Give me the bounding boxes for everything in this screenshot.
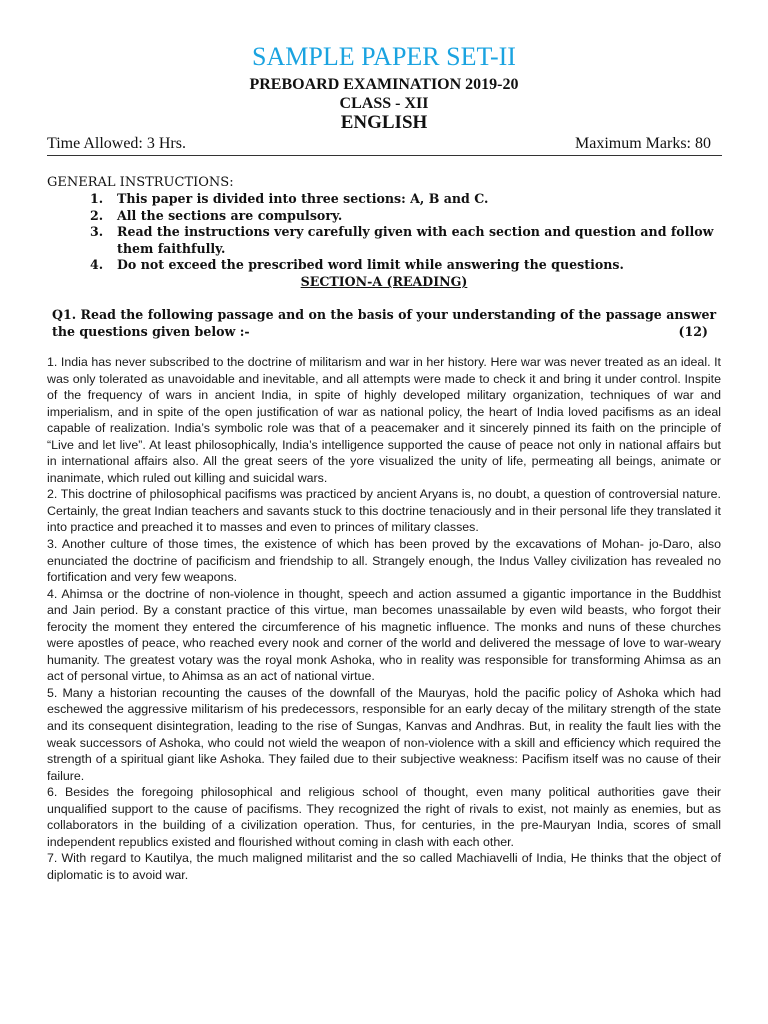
- instructions-heading: GENERAL INSTRUCTIONS:: [47, 175, 234, 190]
- passage-paragraph: 5. Many a historian recounting the causes of the downfall of the Mauryas, hold the pacific policy of Ashoka which had eschewed the aggressive militarism of his predecessors, responsible for an early decay of the military strength of the state and its consequent disintegration, leading to the rise of Sungas, Kanvas and Andhras. But, in reality the fault lies with the weak successors of Ashoka, who could not wield the weapon of non-violence with a skill and efficiency which required the strength of a spiritual giant like Ashoka. They failed due to their subjective weakness: Pacifism itself was no cause of their failure.: [47, 685, 721, 783]
- instruction-number: 4.: [90, 257, 104, 272]
- section-a-title: SECTION-A (READING): [300, 274, 468, 289]
- instruction-text: All the sections are compulsory.: [117, 207, 343, 223]
- instruction-text: Do not exceed the prescribed word limit while answering the questions.: [117, 257, 624, 272]
- instructions-list: [90, 191, 720, 274]
- instruction-text: Read the instructions very carefully given with each section and question and follow them faithfully.: [117, 224, 714, 256]
- paper-title: SAMPLE PAPER SET-II: [252, 42, 516, 71]
- exam-name: PREBOARD EXAMINATION 2019-20: [249, 76, 519, 93]
- passage-paragraph: 4. Ahimsa or the doctrine of non-violence in thought, speech and action assumed a gigantic importance in the Buddhist and Jain period. By a constant practice of this virtue, man becomes unassailable by even wild beasts, who forgot their ferocity the moment they entered the circumference of his magnetic influence. The monks and nuns of these churches were apostles of peace, who reached every nook and corner of the world and delivered the message of love to war-weary humanity. The greatest votary was the royal monk Ashoka, who in reality was responsible for transforming Ahimsa as an act of personal virtue, to Ahimsa as an act of national virtue.: [47, 586, 721, 684]
- instruction-item: [90, 257, 720, 274]
- instruction-number: 2.: [90, 207, 104, 223]
- instruction-number: 3.: [90, 224, 104, 239]
- question-1: [47, 306, 720, 340]
- exam-meta-row: [47, 135, 711, 153]
- instruction-item: [90, 224, 720, 257]
- passage-paragraph: 7. With regard to Kautilya, the much maligned militarist and the so called Machiavelli of India, He thinks that the object of diplomatic is to avoid war.: [47, 851, 721, 882]
- maximum-marks: Maximum Marks: 80: [575, 135, 711, 152]
- passage-paragraph: 6. Besides the foregoing philosophical and religious school of thought, even many political authorities gave their unqualified support to the cause of pacifisms. They recognized the right of rivals to exist, not mainly as enemies, but as collaborators in the building of a civilization operation. Thus, for centuries, in the pre-Mauryan India, scores of small independent republics existed and flourished without coming in clash with each other.: [47, 785, 721, 849]
- instruction-item: [90, 191, 720, 208]
- passage-paragraph: 3. Another culture of those times, the existence of which has been proved by the excavations of Mohan- jo-Daro, also enunciated the doctrine of pacificism and friendship to all. Strangely enough, the Indus Valley civilization has revealed no fortification and very few weapons.: [47, 537, 721, 585]
- header-divider: [47, 155, 722, 156]
- time-allowed: Time Allowed: 3 Hrs.: [47, 135, 186, 152]
- subject-label: ENGLISH: [340, 112, 428, 133]
- question-1-marks: (12): [678, 324, 708, 339]
- instruction-number: 1.: [90, 191, 104, 206]
- class-label: CLASS - XII: [339, 95, 429, 112]
- instruction-item: [90, 208, 720, 225]
- instruction-text: This paper is divided into three sections: A, B and C.: [117, 191, 489, 206]
- passage-paragraph: 2. This doctrine of philosophical pacifisms was practiced by ancient Aryans is, no doubt, a question of controversial nature. Certainly, the great Indian teachers and savants stuck to this doctrine tenaciously and in their personal life they translated it into practice and preached it to masses and even to princes of military classes.: [47, 487, 721, 535]
- question-1-text: Q1. Read the following passage and on the basis of your understanding of the passage answer the questions given below :-: [52, 307, 717, 339]
- passage-paragraph: 1. India has never subscribed to the doctrine of militarism and war in her history. Here war was never treated as an ideal. It was only tolerated as unavoidable and inevitable, and all attempts were made to check it and bring it under control. Inspite of the frequency of wars in ancient India, in spite of highly developed military organization, techniques of war and imperialism, and in spite of the open justification of war as national policy, the heart of India loved pacifisms as an ideal capable of realization. India’s symbolic role was that of a peacemaker and it sincerely pinned its faith on the principle of “Live and let live”. At least philosophically, India’s intelligence supported the cause of peace not only in national affairs but in international affairs also. All the great seers of the yore visualized the unity of life, permeating all beings, animate or inanimate, which ruled out killing and suicidal wars.: [47, 355, 721, 485]
- section-a-heading: [0, 274, 768, 289]
- reading-passage: [47, 354, 721, 884]
